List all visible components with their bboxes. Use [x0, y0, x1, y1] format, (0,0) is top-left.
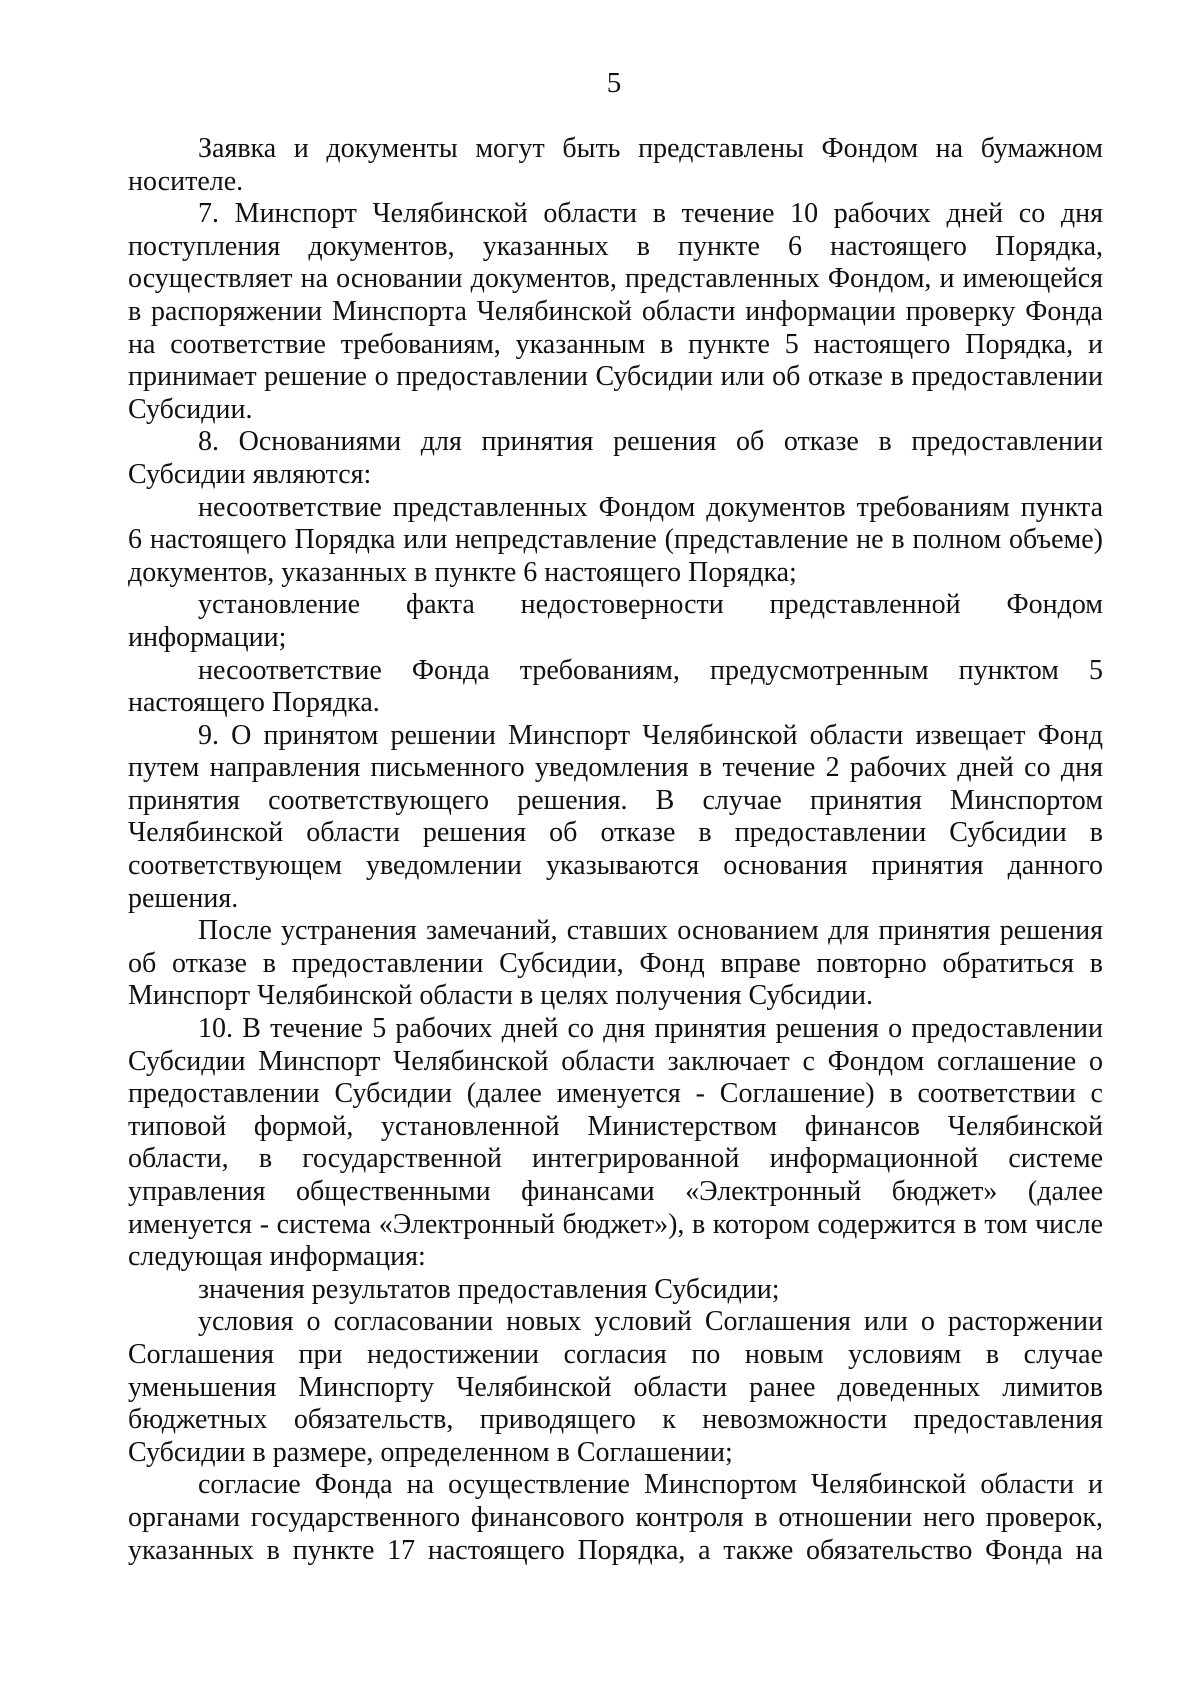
paragraph-7-review: 7. Минспорт Челябинской области в течение 10 рабочих дней со дня поступления документов, указанных в пункте 6 настоящего Порядка, осуществляет на основании документов, представленных Фондом, и имеющейся в распоряжении Минспорта Челябинской области информации проверку Фонда на соответствие требованиям, указанным в пункте 5 настоящего Порядка, и принимает решение о предоставлении Субсидии или об отказе в предоставлении Субсидии.: [128, 198, 1103, 425]
paragraph-reapplication: После устранения замечаний, ставших основанием для принятия решения об отказе в предоставлении Субсидии, Фонд вправе повторно обратиться в Минспорт Челябинской области в целях получения Субсидии.: [128, 915, 1103, 1012]
paragraph-9-notification: 9. О принятом решении Минспорт Челябинской области извещает Фонд путем направления письменного уведомления в течение 2 рабочих дней со дня принятия соответствующего решения. В случае принятия Минспортом Челябинской области решения об отказе в предоставлении Субсидии в соответствующем уведомлении указываются основания принятия данного решения.: [128, 719, 1103, 914]
paragraph-application-paper: Заявка и документы могут быть представлены Фондом на бумажном носителе.: [128, 133, 1103, 197]
paragraph-result-values: значения результатов предоставления Субсидии;: [198, 1273, 780, 1305]
paragraph-fund-consent: согласие Фонда на осуществление Минспортом Челябинской области и органами государственного финансового контроля в отношении него проверок, указанных в пункте 17 настоящего Порядка, а также обязательство Фонда на: [128, 1469, 1103, 1566]
paragraph-refusal-requirements-mismatch: несоответствие Фонда требованиям, предусмотренным пунктом 5 настоящего Порядка.: [128, 654, 1103, 719]
page-number: 5: [606, 67, 622, 99]
paragraph-agreement-conditions: условия о согласовании новых условий Соглашения или о расторжении Соглашения при недостижении согласия по новым условиям в случае уменьшения Минспорту Челябинской области ранее доведенных лимитов бюджетных обязательств, приводящего к невозможности предоставления Субсидии в размере, определенном в Соглашении;: [128, 1306, 1103, 1468]
paragraph-10-agreement: 10. В течение 5 рабочих дней со дня принятия решения о предоставлении Субсидии Минспорт Челябинской области заключает с Фондом соглашение о предоставлении Субсидии (далее именуется - Соглашение) в соответствии с типовой формой, установленной Министерством финансов Челябинской области, в государственной интегрированной информационной системе управления общественными финансами «Электронный бюджет» (далее именуется - система «Электронный бюджет»), в котором содержится в том числе следующая информация:: [128, 1013, 1103, 1273]
paragraph-8-refusal-grounds: 8. Основаниями для принятия решения об отказе в предоставлении Субсидии являются:: [128, 426, 1103, 490]
document-body: [128, 133, 1103, 1567]
paragraph-refusal-unreliable-info: установление факта недостоверности представленной Фондом информации;: [128, 589, 1103, 653]
paragraph-refusal-document-mismatch: несоответствие представленных Фондом документов требованиям пункта 6 настоящего Порядка или непредставление (представление не в полном объеме) документов, указанных в пункте 6 настоящего Порядка;: [128, 491, 1103, 588]
